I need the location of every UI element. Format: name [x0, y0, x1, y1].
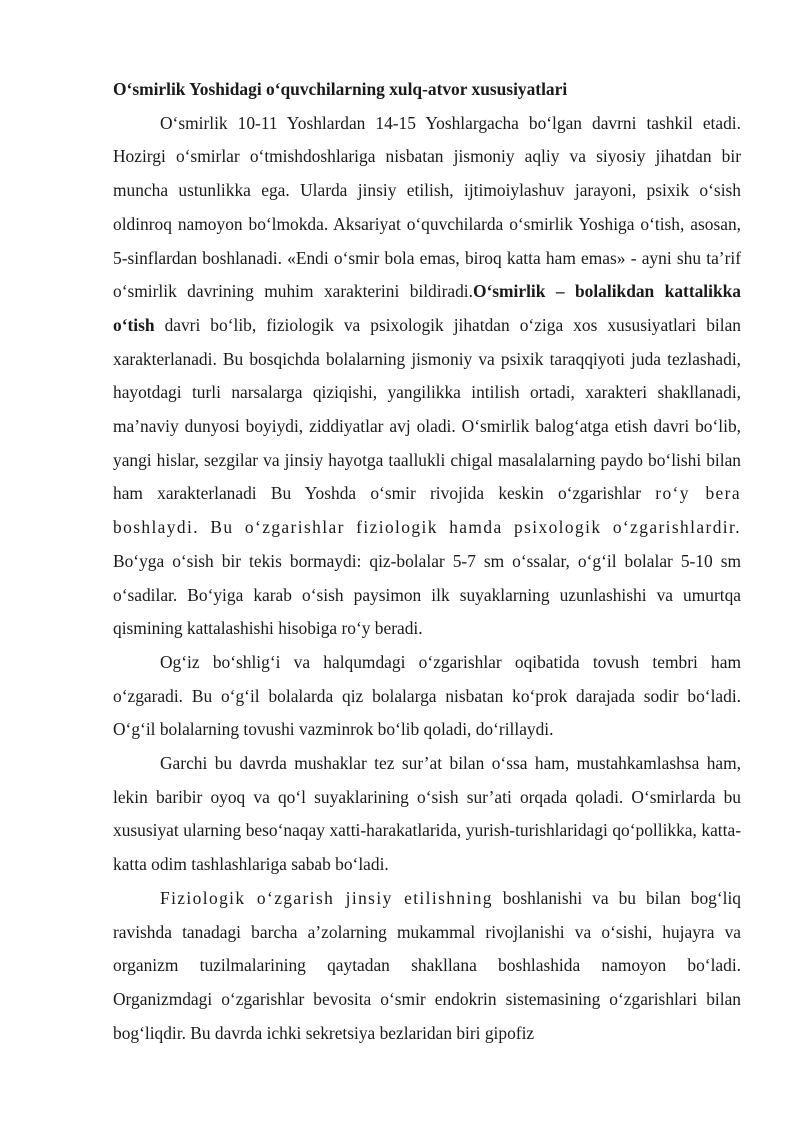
paragraph-1: [113, 107, 741, 646]
paragraph-1-bold-phrase: O‘smirlik – bolalikdan kattalikka o‘tish: [113, 281, 742, 335]
paragraph-1-text-c: Bo‘yga o‘sish bir tekis bormaydi: qiz-bolalar 5-7 sm o‘ssalar, o‘g‘il bolalar 5-10 sm o‘sadilar. Bo‘yiga karab o‘sish paysimon ilk suyaklarning uzunlashishi va umurtqa qismining kattalashishi hisobiga ro‘y beradi.: [113, 550, 741, 639]
paragraph-1-text-b: davri bo‘lib, fiziologik va psixologik jihatdan o‘ziga xos xususiyatlari bilan xarakterlanadi. Bu bosqichda bolalarning jismoniy va psixik taraqqiyoti juda tezlashadi, hayotdagi turli narsalarga qiziqishi, yangilikka intilish ortadi, xarakteri shakllanadi, ma’naviy dunyosi boyiydi, ziddiyatlar avj oladi. O‘smirlik balog‘atga etish davri bo‘lib, yangi hislar, sezgilar va jinsiy hayotga taallukli chigal masalalarning paydo bo‘lishi bilan ham xarakterlanadi Bu Yoshda o‘smir rivojida keskin o‘zgarishlar: [113, 314, 741, 504]
paragraph-1-text-a: O‘smirlik 10-11 Yoshlardan 14-15 Yoshlargacha bo‘lgan davrni tashkil etadi. Hozirgi o‘smirlar o‘tmishdoshlariga nisbatan jismoniy aqliy va siyosiy jihatdan bir muncha ustunlikka ega. Ularda jinsiy etilish, ijtimoiylashuv jarayoni, psixik o‘sish oldinroq namoyon bo‘lmokda. Aksariyat o‘quvchilarda o‘smirlik Yoshiga o‘tish, asosan, 5-sinflardan boshlanadi. «Endi o‘smir bola emas, biroq katta ham emas» - ayni shu ta’rif o‘smirlik davrining muhim xarakterini bildiradi.: [113, 112, 741, 302]
paragraph-3: Garchi bu davrda mushaklar tez sur’at bilan o‘ssa ham, mustahkamlashsa ham, lekin baribir oyoq va qo‘l suyaklarining o‘sish sur’ati orqada qoladi. O‘smirlarda bu xususiyat ularning beso‘naqay xatti-harakatlarida, yurish-turishlaridagi qo‘pollikka, katta-katta odim tashlashlariga sabab bo‘ladi.: [113, 753, 741, 875]
paragraph-4-spaced-phrase: Fiziologik o‘zgarish jinsiy etilishning: [160, 887, 493, 908]
paragraph-2: Og‘iz bo‘shlig‘i va halqumdagi o‘zgarishlar oqibatida tovush tembri ham o‘zgaradi. Bu o‘g‘il bolalarda qiz bolalarga nisbatan ko‘prok darajada sodir bo‘ladi. O‘g‘il bolalarning tovushi vazminrok bo‘lib qoladi, do‘rillaydi.: [113, 651, 741, 740]
document-title: O‘smirlik Yoshidagi o‘quvchilarning xulq-atvor xususiyatlari: [113, 79, 568, 99]
paragraph-1-spaced-phrase: ro‘y bera boshlaydi. Bu o‘zgarishlar fiziologik hamda psixologik o‘zgarishlardir.: [113, 483, 741, 538]
paragraph-4-text: boshlanishi va bu bilan bog‘liq ravishda tanadagi barcha a’zolarning mukammal rivojlanishi va o‘sishi, hujayra va organizm tuzilmalarining qaytadan shakllana boshlashida namoyon bo‘ladi. Organizmdagi o‘zgarishlar bevosita o‘smir endokrin sistemasining o‘zgarishlari bilan bog‘liqdir. Bu davrda ichki sekretsiya bezlaridan biri gipofiz: [113, 887, 742, 1043]
paragraph-4: [113, 882, 741, 1051]
